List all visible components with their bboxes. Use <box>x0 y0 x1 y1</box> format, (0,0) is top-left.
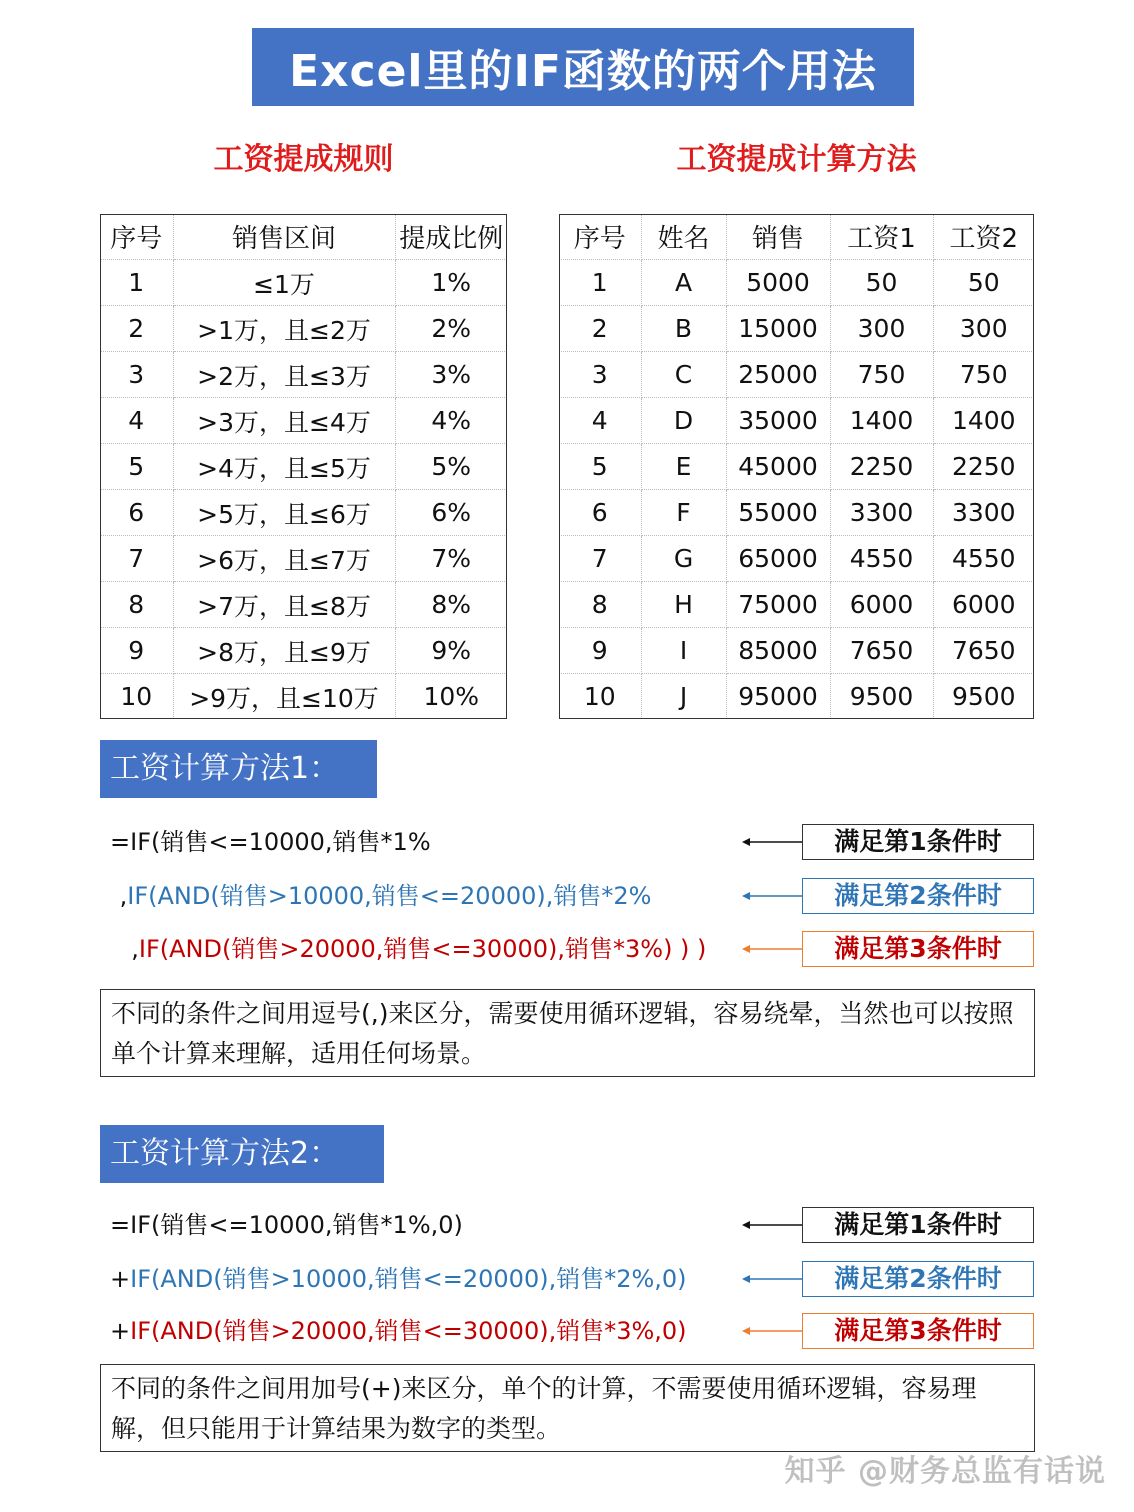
table-row <box>100 582 507 628</box>
commission-calc-table <box>559 214 1034 719</box>
table-cell: B <box>641 306 726 352</box>
formula-line <box>110 1313 687 1349</box>
table-cell: 7650 <box>830 628 933 674</box>
table-row <box>100 260 507 306</box>
table-cell: 75000 <box>726 582 830 628</box>
method2-heading: 工资计算方法2： <box>100 1125 384 1183</box>
table-cell: 5000 <box>726 260 830 306</box>
table-cell: 2250 <box>933 444 1034 490</box>
table-row <box>100 306 507 352</box>
table-cell: 85000 <box>726 628 830 674</box>
table-cell: 8 <box>100 582 173 628</box>
table-cell: 2% <box>395 306 507 352</box>
table-cell: 1% <box>395 260 507 306</box>
table-cell: 35000 <box>726 398 830 444</box>
watermark: 知乎 @财务总监有话说 <box>784 1454 1106 1489</box>
formula-line <box>110 1207 463 1243</box>
table-cell: 4550 <box>830 536 933 582</box>
table-cell: H <box>641 582 726 628</box>
left-table-header-cell: 提成比例 <box>395 214 507 260</box>
formula-text: =IF(销售<=10000,销售*1%,0) <box>110 1211 463 1239</box>
table-cell: 1 <box>559 260 641 306</box>
right-table-header-row <box>559 214 1034 260</box>
condition-label: 满足第1条件时 <box>802 1207 1034 1243</box>
table-cell: F <box>641 490 726 536</box>
left-arrow-icon <box>742 1218 802 1232</box>
condition-label: 满足第3条件时 <box>802 931 1034 967</box>
table-cell: 300 <box>933 306 1034 352</box>
condition-label: 满足第3条件时 <box>802 1313 1034 1349</box>
table-cell: D <box>641 398 726 444</box>
left-table-header-cell: 销售区间 <box>173 214 395 260</box>
table-cell: 3% <box>395 352 507 398</box>
right-table-header-cell: 销售 <box>726 214 830 260</box>
condition-label: 满足第1条件时 <box>802 824 1034 860</box>
right-table-heading: 工资提成计算方法 <box>676 142 917 177</box>
table-cell: 6% <box>395 490 507 536</box>
table-cell: 9 <box>100 628 173 674</box>
table-cell: G <box>641 536 726 582</box>
left-table-heading: 工资提成规则 <box>213 142 394 177</box>
formula-line <box>116 931 706 967</box>
table-cell: 3300 <box>830 490 933 536</box>
table-cell: >9万，且≤10万 <box>173 674 395 720</box>
table-cell: 5% <box>395 444 507 490</box>
formula-text: =IF(销售<=10000,销售*1% <box>110 828 431 856</box>
condition-label: 满足第2条件时 <box>802 878 1034 914</box>
table-cell: 750 <box>933 352 1034 398</box>
table-cell: 65000 <box>726 536 830 582</box>
right-table-header-cell: 工资2 <box>933 214 1034 260</box>
condition-label: 满足第2条件时 <box>802 1261 1034 1297</box>
right-table-header-cell: 工资1 <box>830 214 933 260</box>
left-arrow-icon <box>742 1324 802 1338</box>
table-cell: 9% <box>395 628 507 674</box>
table-row <box>100 674 507 720</box>
table-row <box>559 444 1034 490</box>
table-cell: >2万，且≤3万 <box>173 352 395 398</box>
table-cell: 750 <box>830 352 933 398</box>
left-arrow-icon <box>742 835 802 849</box>
table-row <box>559 674 1034 720</box>
table-row <box>100 444 507 490</box>
formula-text: IF(AND(销售>20000,销售<=30000),销售*3%) ) ) <box>138 935 707 963</box>
formula-prefix: + <box>110 1265 131 1293</box>
table-cell: 1400 <box>830 398 933 444</box>
table-cell: ≤1万 <box>173 260 395 306</box>
table-cell: 4 <box>559 398 641 444</box>
left-table-header-cell: 序号 <box>100 214 173 260</box>
table-cell: 3300 <box>933 490 1034 536</box>
table-cell: 25000 <box>726 352 830 398</box>
table-cell: 2 <box>559 306 641 352</box>
formula-text: IF(AND(销售>10000,销售<=20000),销售*2% <box>127 882 652 910</box>
table-cell: >3万，且≤4万 <box>173 398 395 444</box>
formula-text: IF(AND(销售>10000,销售<=20000),销售*2%,0) <box>130 1265 687 1293</box>
formula-text: IF(AND(销售>20000,销售<=30000),销售*3%,0) <box>130 1317 687 1345</box>
table-cell: 6000 <box>830 582 933 628</box>
commission-rules-table <box>100 214 507 719</box>
table-row <box>559 352 1034 398</box>
left-arrow-icon <box>742 1272 802 1286</box>
formula-prefix: + <box>110 1317 131 1345</box>
table-cell: 10% <box>423 682 480 711</box>
table-cell: 55000 <box>726 490 830 536</box>
table-row <box>100 628 507 674</box>
table-cell: >5万，且≤6万 <box>173 490 395 536</box>
table-cell: I <box>641 628 726 674</box>
formula-line <box>112 878 651 914</box>
table-cell: 8 <box>559 582 641 628</box>
table-cell: >8万，且≤9万 <box>173 628 395 674</box>
formula-line <box>110 1261 687 1297</box>
table-cell: >6万，且≤7万 <box>173 536 395 582</box>
table-cell: 6 <box>559 490 641 536</box>
table-cell: 4550 <box>933 536 1034 582</box>
table-row <box>559 260 1034 306</box>
table-cell: 4 <box>100 398 173 444</box>
table-cell: 6000 <box>933 582 1034 628</box>
table-row <box>559 490 1034 536</box>
table-cell: 3 <box>100 352 173 398</box>
formula-line <box>110 824 431 860</box>
formula-prefix: , <box>116 935 139 963</box>
formula-prefix: , <box>112 882 128 910</box>
left-arrow-icon <box>742 889 802 903</box>
table-cell: C <box>641 352 726 398</box>
table-row <box>559 582 1034 628</box>
method1-heading: 工资计算方法1： <box>100 740 377 798</box>
table-row <box>559 536 1034 582</box>
table-cell: 10 <box>100 674 173 720</box>
table-cell: 7 <box>559 536 641 582</box>
table-cell: 3 <box>559 352 641 398</box>
method1-note: 不同的条件之间用逗号(,)来区分，需要使用循环逻辑，容易绕晕，当然也可以按照单个计算来理解，适用任何场景。 <box>100 989 1035 1077</box>
table-cell: 10 <box>559 674 641 720</box>
table-cell: 6 <box>100 490 173 536</box>
table-row <box>100 490 507 536</box>
table-cell: 8% <box>395 582 507 628</box>
table-cell: 1 <box>100 260 173 306</box>
table-row <box>100 398 507 444</box>
table-cell: 7650 <box>933 628 1034 674</box>
table-cell: >7万，且≤8万 <box>173 582 395 628</box>
table-cell: 9 <box>559 628 641 674</box>
table-cell: 2250 <box>830 444 933 490</box>
table-cell: 5 <box>100 444 173 490</box>
table-cell: A <box>641 260 726 306</box>
table-cell: 50 <box>933 260 1034 306</box>
left-table-header-row <box>100 214 507 260</box>
table-cell: 15000 <box>726 306 830 352</box>
table-cell: 300 <box>830 306 933 352</box>
table-cell: 9500 <box>830 674 933 720</box>
method2-note: 不同的条件之间用加号(+)来区分，单个的计算，不需要使用循环逻辑，容易理解，但只能用于计算结果为数字的类型。 <box>100 1364 1035 1452</box>
table-cell: 2 <box>100 306 173 352</box>
left-arrow-icon <box>742 942 802 956</box>
table-cell: 45000 <box>726 444 830 490</box>
table-cell: 7% <box>395 536 507 582</box>
table-row <box>559 306 1034 352</box>
page-title: Excel里的IF函数的两个用法 <box>252 28 914 106</box>
table-cell: 7 <box>100 536 173 582</box>
table-cell: 50 <box>830 260 933 306</box>
table-row <box>559 628 1034 674</box>
table-cell: E <box>641 444 726 490</box>
right-table-header-cell: 姓名 <box>641 214 726 260</box>
table-cell: 5 <box>559 444 641 490</box>
table-row <box>100 352 507 398</box>
right-table-header-cell: 序号 <box>559 214 641 260</box>
table-cell: 95000 <box>726 674 830 720</box>
table-row <box>100 536 507 582</box>
table-cell: J <box>641 674 726 720</box>
table-cell: 4% <box>395 398 507 444</box>
table-row <box>559 398 1034 444</box>
table-cell: >1万，且≤2万 <box>173 306 395 352</box>
table-cell: 1400 <box>933 398 1034 444</box>
table-cell: 9500 <box>951 682 1016 711</box>
table-cell: >4万，且≤5万 <box>173 444 395 490</box>
